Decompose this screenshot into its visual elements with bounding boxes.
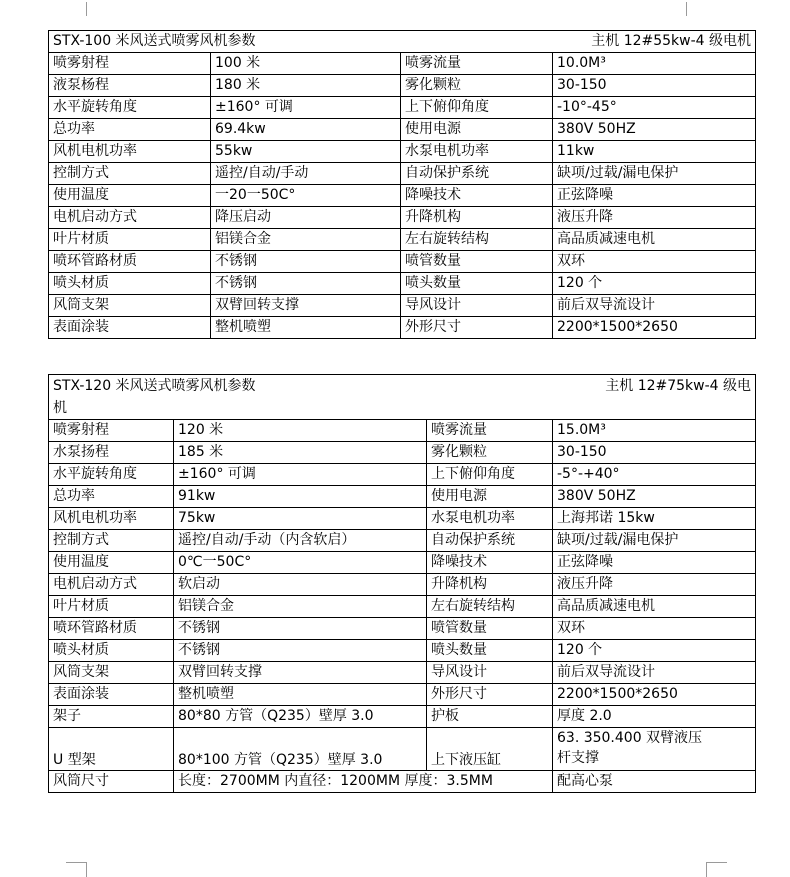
table-row — [49, 728, 756, 771]
table-row — [49, 662, 756, 684]
cell-value: 55kw — [211, 141, 401, 163]
cell-label: 水泵电机功率 — [427, 508, 553, 530]
cell-label: 总功率 — [49, 486, 174, 508]
table-title-wrap: 机 — [53, 400, 67, 416]
cell-value: 高品质减速电机 — [553, 229, 756, 251]
table-row — [49, 119, 756, 141]
table-row — [49, 317, 756, 339]
cell-label: 使用温度 — [49, 185, 211, 207]
cell-label: U 型架 — [49, 728, 174, 771]
cell-label: 降噪技术 — [427, 552, 553, 574]
table-title-right: 主机 12#55kw-4 级电机 — [591, 33, 752, 49]
cell-value-line1: 63. 350.400 双臂液压 — [557, 730, 703, 746]
cell-value: 69.4kw — [211, 119, 401, 141]
cell-value: 380V 50HZ — [553, 486, 756, 508]
cell-value: 长度：2700MM 内直径：1200MM 厚度：3.5MM — [174, 771, 553, 793]
cell-value: 11kw — [553, 141, 756, 163]
cell-label: 风筒支架 — [49, 295, 211, 317]
cell-value: 380V 50HZ — [553, 119, 756, 141]
cell-label: 水泵扬程 — [49, 442, 174, 464]
table-title-left: STX-120 米风送式喷雾风机参数 — [53, 378, 256, 394]
cell-value: 120 个 — [553, 640, 756, 662]
cell-label: 使用电源 — [401, 119, 553, 141]
cell-value: 120 个 — [553, 273, 756, 295]
table-row — [49, 508, 756, 530]
cell-label: 上下液压缸 — [427, 728, 553, 771]
cell-label: 喷雾射程 — [49, 420, 174, 442]
cell-label: 风机电机功率 — [49, 508, 174, 530]
cell-label: 风机电机功率 — [49, 141, 211, 163]
cell-label: 使用电源 — [427, 486, 553, 508]
table-row — [49, 251, 756, 273]
table-title — [49, 31, 756, 53]
cell-label: 喷头材质 — [49, 640, 174, 662]
cell-label: 风筒支架 — [49, 662, 174, 684]
cell-value-line2: 杆支撑 — [557, 750, 599, 766]
cell-value: 80*80 方管（Q235）壁厚 3.0 — [174, 706, 427, 728]
cell-label: 叶片材质 — [49, 229, 211, 251]
table-row — [49, 442, 756, 464]
table-row — [49, 486, 756, 508]
cell-value: 75kw — [174, 508, 427, 530]
table-row — [49, 295, 756, 317]
cell-label: 控制方式 — [49, 530, 174, 552]
cell-label: 水泵电机功率 — [401, 141, 553, 163]
cell-value: 软启动 — [174, 574, 427, 596]
cell-value: 不锈钢 — [211, 251, 401, 273]
cell-value: 配高心泵 — [553, 771, 756, 793]
cell-label: 喷雾射程 — [49, 53, 211, 75]
cell-value: 双臂回转支撑 — [211, 295, 401, 317]
cell-label: 喷头数量 — [401, 273, 553, 295]
cell-label: 架子 — [49, 706, 174, 728]
cell-label: 电机启动方式 — [49, 207, 211, 229]
cell-value: -10°-45° — [553, 97, 756, 119]
cell-value: 100 米 — [211, 53, 401, 75]
cell-value: 80*100 方管（Q235）壁厚 3.0 — [174, 728, 427, 771]
cell-label: 降噪技术 — [401, 185, 553, 207]
cell-label: 雾化颗粒 — [427, 442, 553, 464]
table-row — [49, 706, 756, 728]
table-row — [49, 229, 756, 251]
table-row — [49, 207, 756, 229]
cell-value: 185 米 — [174, 442, 427, 464]
cell-value: 上海邦诺 15kw — [553, 508, 756, 530]
cell-label: 控制方式 — [49, 163, 211, 185]
table-title — [49, 375, 756, 420]
cell-value: 10.0M³ — [553, 53, 756, 75]
cell-value: 前后双导流设计 — [553, 295, 756, 317]
table-row — [49, 53, 756, 75]
page-corner-mark — [66, 862, 87, 877]
cell-label: 喷管数量 — [401, 251, 553, 273]
table-row — [49, 530, 756, 552]
table-row — [49, 75, 756, 97]
cell-value: ±160° 可调 — [174, 464, 427, 486]
cell-value: 前后双导流设计 — [553, 662, 756, 684]
cell-value: 双环 — [553, 251, 756, 273]
table-row — [49, 640, 756, 662]
cell-value: 30-150 — [553, 442, 756, 464]
cell-value: 高品质减速电机 — [553, 596, 756, 618]
cell-value: 120 米 — [174, 420, 427, 442]
cell-label: 导风设计 — [401, 295, 553, 317]
spec-table-stx100 — [48, 30, 756, 339]
table-row — [49, 552, 756, 574]
page-corner-mark — [76, 2, 87, 16]
cell-value: 液压升降 — [553, 207, 756, 229]
table-title-row — [49, 375, 756, 420]
cell-value: 铝镁合金 — [174, 596, 427, 618]
cell-label: 表面涂装 — [49, 684, 174, 706]
cell-value: 正弦降噪 — [553, 552, 756, 574]
cell-label: 导风设计 — [427, 662, 553, 684]
cell-label: 喷头数量 — [427, 640, 553, 662]
cell-label: 上下俯仰角度 — [427, 464, 553, 486]
cell-value: -5°-+40° — [553, 464, 756, 486]
cell-value: 180 米 — [211, 75, 401, 97]
cell-label: 升降机构 — [427, 574, 553, 596]
cell-value: 缺项/过载/漏电保护 — [553, 530, 756, 552]
cell-label: 电机启动方式 — [49, 574, 174, 596]
cell-value: 2200*1500*2650 — [553, 317, 756, 339]
cell-label: 喷管数量 — [427, 618, 553, 640]
cell-value: 铝镁合金 — [211, 229, 401, 251]
cell-label: 外形尺寸 — [427, 684, 553, 706]
table-title-row — [49, 31, 756, 53]
table-row — [49, 141, 756, 163]
cell-label: 升降机构 — [401, 207, 553, 229]
spec-table-stx120 — [48, 374, 756, 793]
table-row — [49, 684, 756, 706]
cell-label: 液泵杨程 — [49, 75, 211, 97]
cell-label: 外形尺寸 — [401, 317, 553, 339]
cell-value: 15.0M³ — [553, 420, 756, 442]
cell-label: 总功率 — [49, 119, 211, 141]
table-row — [49, 574, 756, 596]
cell-value: 双环 — [553, 618, 756, 640]
table-title-right: 主机 12#75kw-4 级电 — [605, 378, 752, 394]
table-row — [49, 273, 756, 295]
cell-label: 喷头材质 — [49, 273, 211, 295]
cell-value: 降压启动 — [211, 207, 401, 229]
cell-label: 喷环管路材质 — [49, 251, 211, 273]
cell-value: 不锈钢 — [174, 618, 427, 640]
cell-value — [553, 728, 756, 771]
cell-value: 30-150 — [553, 75, 756, 97]
cell-value: 91kw — [174, 486, 427, 508]
page-corner-mark — [686, 2, 697, 16]
table-row — [49, 596, 756, 618]
cell-label: 喷环管路材质 — [49, 618, 174, 640]
cell-label: 使用温度 — [49, 552, 174, 574]
cell-value: 0℃一50C° — [174, 552, 427, 574]
cell-value: 整机喷塑 — [211, 317, 401, 339]
cell-value: 正弦降噪 — [553, 185, 756, 207]
table-row — [49, 163, 756, 185]
table-row — [49, 185, 756, 207]
cell-label: 水平旋转角度 — [49, 464, 174, 486]
cell-value: 2200*1500*2650 — [553, 684, 756, 706]
table-row — [49, 618, 756, 640]
cell-label: 左右旋转结构 — [427, 596, 553, 618]
cell-label: 表面涂装 — [49, 317, 211, 339]
cell-value: 厚度 2.0 — [553, 706, 756, 728]
table-row — [49, 420, 756, 442]
cell-label: 雾化颗粒 — [401, 75, 553, 97]
cell-label: 喷雾流量 — [427, 420, 553, 442]
cell-value: 液压升降 — [553, 574, 756, 596]
cell-value: 缺项/过载/漏电保护 — [553, 163, 756, 185]
page-corner-mark — [706, 862, 727, 877]
table-row — [49, 464, 756, 486]
cell-label: 喷雾流量 — [401, 53, 553, 75]
cell-value: 遥控/自动/手动（内含软启） — [174, 530, 427, 552]
cell-label: 左右旋转结构 — [401, 229, 553, 251]
cell-value: 不锈钢 — [174, 640, 427, 662]
cell-value: 一20一50C° — [211, 185, 401, 207]
cell-label: 水平旋转角度 — [49, 97, 211, 119]
cell-value: 不锈钢 — [211, 273, 401, 295]
table-title-left: STX-100 米风送式喷雾风机参数 — [53, 33, 256, 49]
cell-label: 自动保护系统 — [401, 163, 553, 185]
cell-label: 自动保护系统 — [427, 530, 553, 552]
cell-value: 遥控/自动/手动 — [211, 163, 401, 185]
cell-value: 整机喷塑 — [174, 684, 427, 706]
cell-value: 双臂回转支撑 — [174, 662, 427, 684]
table-row — [49, 771, 756, 793]
cell-label: 风筒尺寸 — [49, 771, 174, 793]
cell-label: 护板 — [427, 706, 553, 728]
cell-value: ±160° 可调 — [211, 97, 401, 119]
table-row — [49, 97, 756, 119]
cell-label: 上下俯仰角度 — [401, 97, 553, 119]
cell-label: 叶片材质 — [49, 596, 174, 618]
